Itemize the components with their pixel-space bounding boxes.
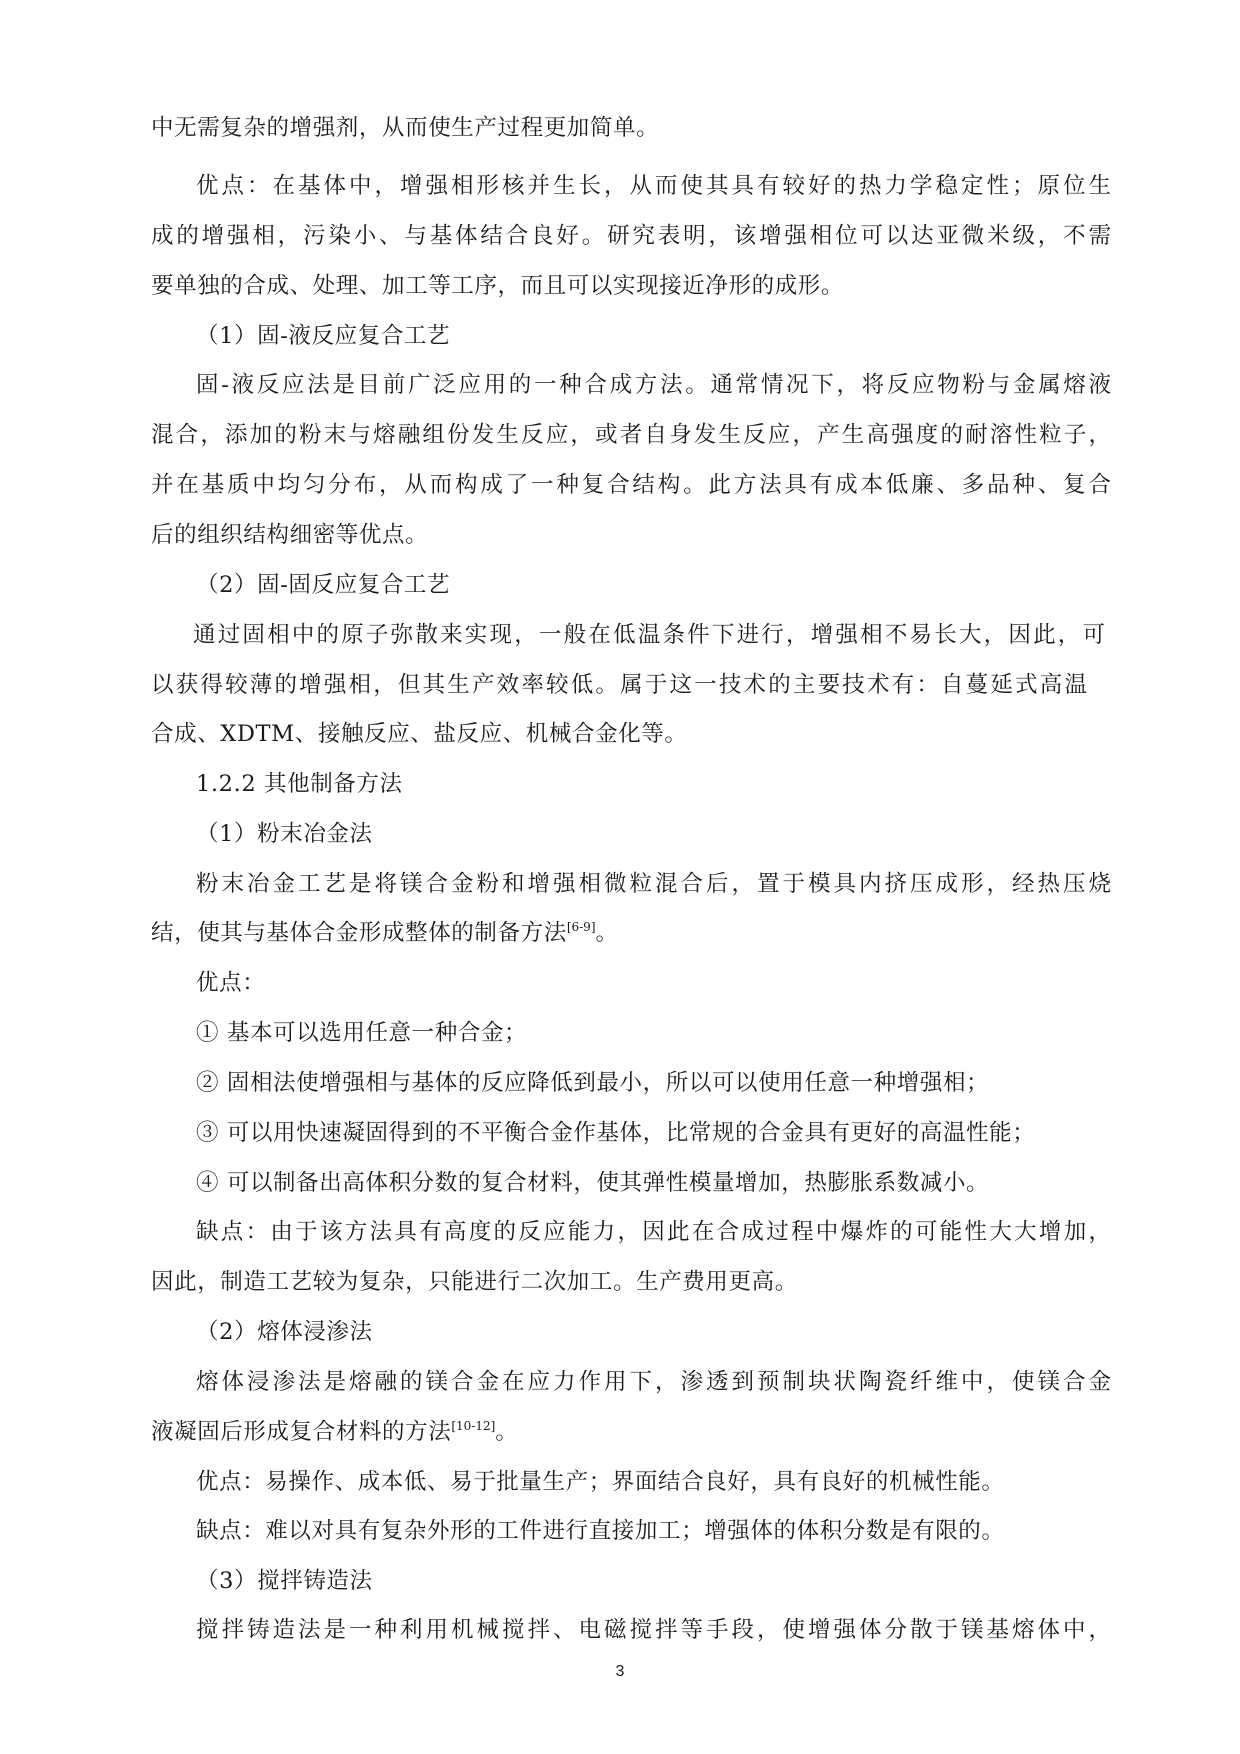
line-text: （1）固-液反应复合工艺 [196,323,451,349]
line-text: 熔体浸渗法是熔融的镁合金在应力作用下，渗透到预制块状陶瓷纤维中，使镁合金 [196,1369,1111,1395]
body-text-line [196,370,1111,400]
line-text: （2）固-固反应复合工艺 [196,572,451,598]
line-text: 成的增强相，污染小、与基体结合良好。研究表明，该增强相位可以达亚微米级，不需 [151,223,1111,249]
body-text-line [151,470,1111,500]
body-text-line [196,1516,1005,1546]
line-text: ① 基本可以选用任意一种合金； [196,1020,528,1046]
subsection-heading [196,321,450,351]
line-text: 中无需复杂的增强剂，从而使生产过程更加简单。 [151,115,660,141]
subsection-heading [196,819,373,849]
line-text: 以获得较薄的增强相，但其生产效率较低。属于这一技术的主要技术有：自蔓延式高温 [151,672,1087,698]
body-text-line [196,968,265,998]
body-text-line [151,520,428,550]
line-text-tail: 。 [595,920,619,946]
body-text-line [151,420,1111,450]
line-text: 优点：在基体中，增强相形核并生长，从而使其具有较好的热力学稳定性；原位生 [196,173,1111,199]
body-text-line [151,1267,798,1297]
body-text-line [151,670,1087,700]
line-text: 缺点：难以对具有复杂外形的工件进行直接加工；增强体的体积分数是有限的。 [196,1518,1005,1544]
citation: [6-9] [566,920,596,934]
body-text-line [193,620,1105,650]
line-text: （3）搅拌铸造法 [196,1568,373,1594]
body-text-line [151,271,844,301]
body-text-line [151,221,1111,251]
body-text-line [151,1417,518,1447]
line-text: 缺点：由于该方法具有高度的反应能力，因此在合成过程中爆炸的可能性大大增加， [196,1219,1111,1245]
line-text: 优点： [196,970,266,996]
line-text: （1）粉末冶金法 [196,821,373,847]
subsection-heading [196,570,450,600]
line-text: 混合，添加的粉末与熔融组份发生反应，或者自身发生反应，产生高强度的耐溶性粒子， [151,422,1111,448]
subsection-heading [196,1317,373,1347]
body-text-line [196,1367,1111,1397]
line-text: 粉末冶金工艺是将镁合金粉和增强相微粒混合后，置于模具内挤压成形，经热压烧 [196,871,1111,897]
section-heading [196,769,403,799]
line-text: 1.2.2 其他制备方法 [196,771,403,797]
body-text-line [196,171,1111,201]
body-text-line [196,1467,1005,1497]
list-item [196,1168,989,1198]
body-text-line [196,1217,1111,1247]
line-text: 优点：易操作、成本低、易于批量生产；界面结合良好，具有良好的机械性能。 [196,1469,1005,1495]
line-text: 要单独的合成、处理、加工等工序，而且可以实现接近净形的成形。 [151,273,845,299]
line-text: 搅拌铸造法是一种利用机械搅拌、电磁搅拌等手段，使增强体分散于镁基熔体中， [196,1617,1111,1643]
body-text-line [196,1615,1111,1645]
line-text: （2）熔体浸渗法 [196,1319,373,1345]
citation: [10-12] [451,1419,496,1433]
body-text-line [151,918,619,948]
line-text: 结，使其与基体合金形成整体的制备方法 [151,920,567,946]
line-text: ④ 可以制备出高体积分数的复合材料，使其弹性模量增加，热膨胀系数减小。 [196,1170,990,1196]
body-text-line [151,719,688,749]
line-text: 合成、XDTM、接触反应、盐反应、机械合金化等。 [151,721,688,747]
line-text-tail: 。 [495,1419,519,1445]
line-text: 因此，制造工艺较为复杂，只能进行二次加工。生产费用更高。 [151,1269,798,1295]
line-text: 后的组织结构细密等优点。 [151,522,429,548]
page-number: 3 [615,1663,625,1680]
list-item [196,1068,989,1098]
line-text: ③ 可以用快速凝固得到的不平衡合金作基体，比常规的合金具有更好的高温性能； [196,1120,1036,1146]
subsection-heading [196,1566,373,1596]
body-text-line [196,869,1111,899]
line-text: 通过固相中的原子弥散来实现，一般在低温条件下进行，增强相不易长大，因此，可 [193,622,1105,648]
line-text: ② 固相法使增强相与基体的反应降低到最小，所以可以使用任意一种增强相； [196,1070,990,1096]
line-text: 固-液反应法是目前广泛应用的一种合成方法。通常情况下，将反应物粉与金属熔液 [196,372,1111,398]
body-text-line [151,113,659,143]
line-text: 并在基质中均匀分布，从而构成了一种复合结构。此方法具有成本低廉、多品种、复合 [151,472,1111,498]
line-text: 液凝固后形成复合材料的方法 [151,1419,452,1445]
list-item [196,1018,527,1048]
list-item [196,1118,1035,1148]
